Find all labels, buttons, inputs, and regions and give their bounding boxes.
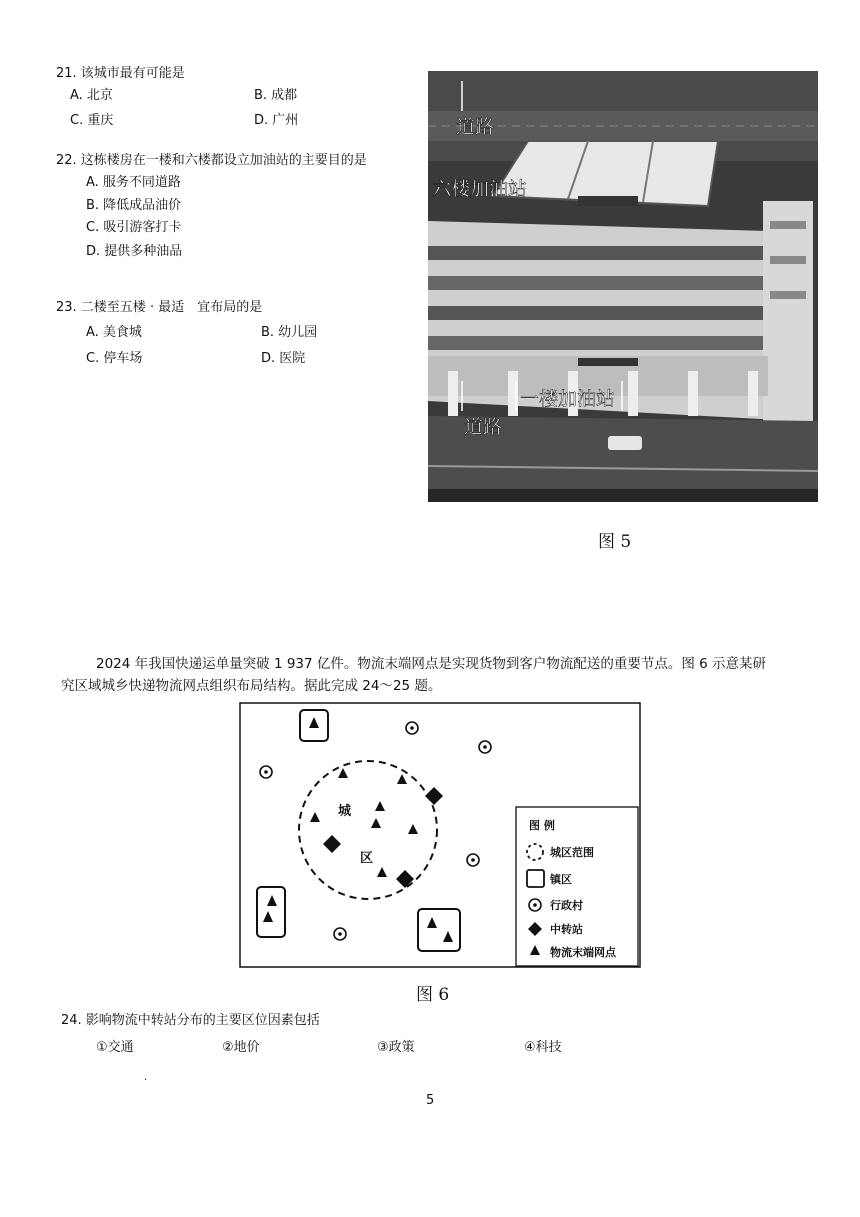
q22-option-d: D. 提供多种油品: [86, 244, 183, 259]
q21-stem: 21. 该城市最有可能是: [56, 66, 185, 81]
town-top: [300, 710, 328, 741]
legend-town-symbol: [527, 870, 544, 887]
intro-line-2: 究区域城乡快递物流网点组织布局结构。据此完成 24～25 题。: [61, 678, 442, 694]
figure6-caption: 图 6: [416, 985, 450, 1005]
figure5-caption: 图 5: [598, 532, 632, 552]
intro-line-1: 2024 年我国快递运单量突破 1 937 亿件。物流末端网点是实现货物到客户物流配送的重要节点。图 6 示意某研: [96, 656, 767, 672]
page-number: 5: [426, 1093, 435, 1108]
q24-option-1: ①交通: [96, 1040, 134, 1055]
q23-stem: 23. 二楼至五楼 · 最适 宜布局的是: [56, 300, 263, 315]
q21-option-a: A. 北京: [70, 88, 113, 103]
q22-stem: 22. 这栋楼房在一楼和六楼都设立加油站的主要目的是: [56, 153, 367, 168]
q22-option-c: C. 吸引游客打卡: [86, 220, 182, 235]
q22-option-b: B. 降低成品油价: [86, 198, 182, 213]
legend-title: 图 例: [529, 819, 555, 832]
town-bottom: [418, 909, 460, 951]
label-road-top: 道路: [456, 116, 495, 138]
legend-terminal: 物流末端网点: [550, 946, 616, 959]
q23-option-c: C. 停车场: [86, 351, 143, 366]
q24-option-3: ③政策: [377, 1040, 415, 1055]
legend-city: 城区范围: [550, 846, 594, 859]
q21-option-c: C. 重庆: [70, 113, 114, 128]
town-left: [257, 887, 285, 937]
q23-option-d: D. 医院: [261, 351, 306, 366]
q21-option-d: D. 广州: [254, 113, 299, 128]
legend-village: 行政村: [550, 899, 583, 912]
q21-option-b: B. 成都: [254, 88, 298, 103]
label-road-bottom: 道路: [464, 416, 503, 438]
legend-town: 镇区: [550, 873, 572, 886]
label-station-6f: 六楼加油站: [432, 178, 528, 200]
legend: [516, 807, 638, 966]
q22-option-a: A. 服务不同道路: [86, 175, 181, 190]
label-station-1f: 一楼加油站: [520, 388, 616, 410]
q24-option-4: ④科技: [524, 1040, 562, 1055]
city-label-1: 城: [338, 804, 352, 819]
stray-mark: .: [144, 1072, 148, 1083]
building-photo-illustration: [428, 71, 818, 502]
legend-transfer: 中转站: [550, 923, 583, 936]
figure5-photo: [428, 71, 818, 502]
q24-stem: 24. 影响物流中转站分布的主要区位因素包括: [61, 1013, 320, 1028]
q23-option-b: B. 幼儿园: [261, 325, 318, 340]
q24-option-2: ②地价: [222, 1040, 260, 1055]
q23-option-a: A. 美食城: [86, 325, 142, 340]
figure6-map: [239, 702, 641, 968]
city-label-2: 区: [360, 851, 374, 866]
